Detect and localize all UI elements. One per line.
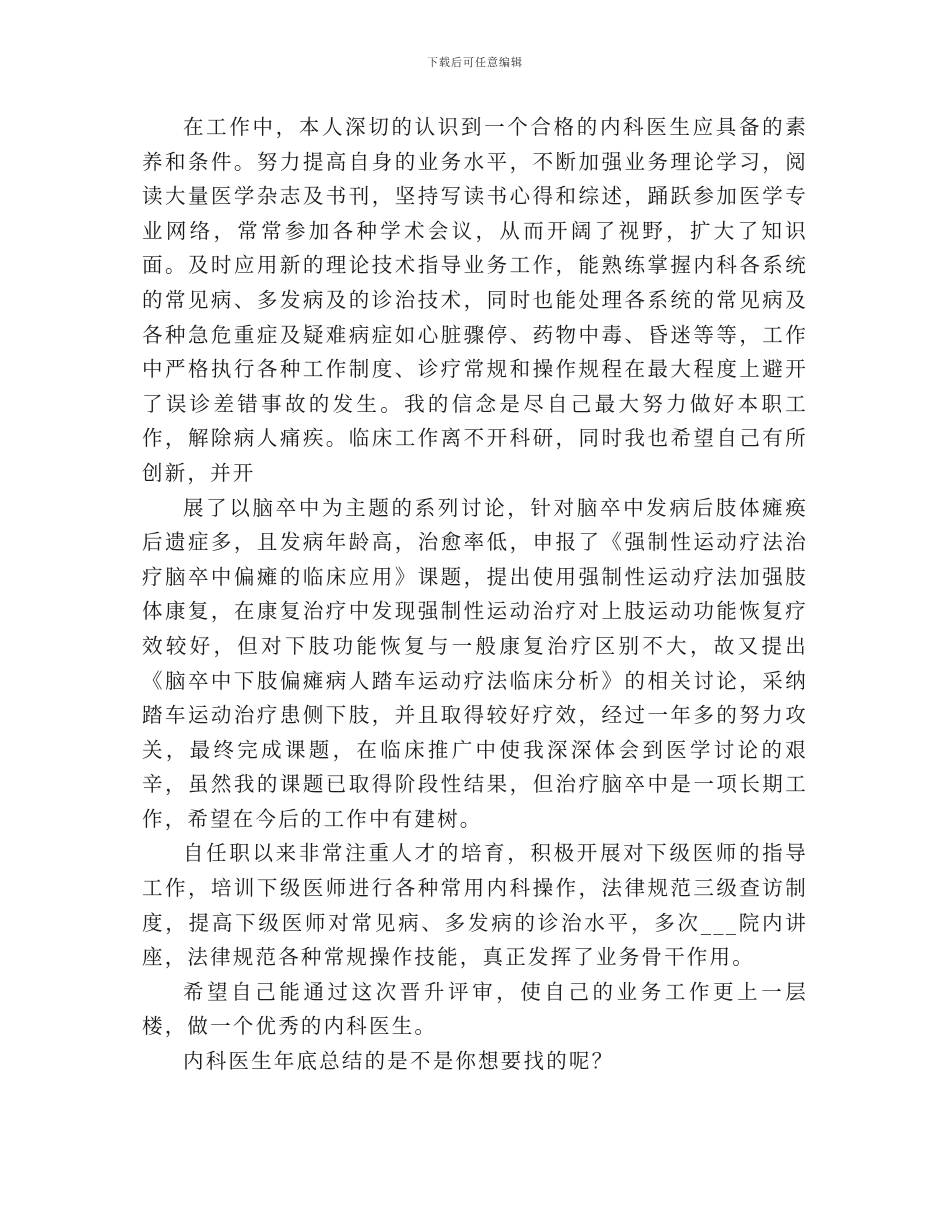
paragraph-research: 展了以脑卒中为主题的系列讨论，针对脑卒中发病后肢体瘫痪后遗症多，且发病年龄高，治愈率低，申报了《强制性运动疗法治疗脑卒中偏瘫的临床应用》课题，提出使用强制性运动疗法加强肢体康复，在康复治疗中发现强制性运动治疗对上肢运动功能恢复疗效较好，但对下肢功能恢复与一般康复治疗区别不大，故又提出《脑卒中下肢偏瘫病人踏车运动疗法临床分析》的相关讨论，采纳踏车运动治疗患侧下肢，并且取得较好疗效，经过一年多的努力攻关，最终完成课题，在临床推广中使我深深体会到医学讨论的艰辛，虽然我的课题已取得阶段性结果，但治疗脑卒中是一项长期工作，希望在今后的工作中有建树。 [142,495,808,831]
header-note: 下载后可任意编辑 [427,56,523,69]
paragraph-training: 自任职以来非常注重人才的培育，积极开展对下级医师的指导工作，培训下级医师进行各种常用内科操作，法律规范三级查访制度，提高下级医师对常见病、多发病的诊治水平，多次___院内讲座，法律规范各种常规操作技能，真正发挥了业务骨干作用。 [142,841,808,970]
paragraph-work-summary: 在工作中，本人深切的认识到一个合格的内科医生应具备的素养和条件。努力提高自身的业务水平，不断加强业务理论学习，阅读大量医学杂志及书刊，坚持写读书心得和综述，踊跃参加医学专业网络，常常参加各种学术会议，从而开阔了视野，扩大了知识面。及时应用新的理论技术指导业务工作，能熟练掌握内科各系统的常见病、多发病及的诊治技术，同时也能处理各系统的常见病及各种急危重症及疑难病症如心脏骤停、药物中毒、昏迷等等，工作中严格执行各种工作制度、诊疗常规和操作规程在最大程度上避开了误诊差错事故的发生。我的信念是尽自己最大努力做好本职工作，解除病人痛疾。临床工作离不开科研，同时我也希望自己有所创新，并开 [142,115,808,485]
paragraph-hope: 希望自己能通过这次晋升评审，使自己的业务工作更上一层楼，做一个优秀的内科医生。 [142,979,808,1039]
paragraph-closing: 内科医生年底总结的是不是你想要找的呢？ [183,1049,615,1074]
document-body [142,110,808,1079]
